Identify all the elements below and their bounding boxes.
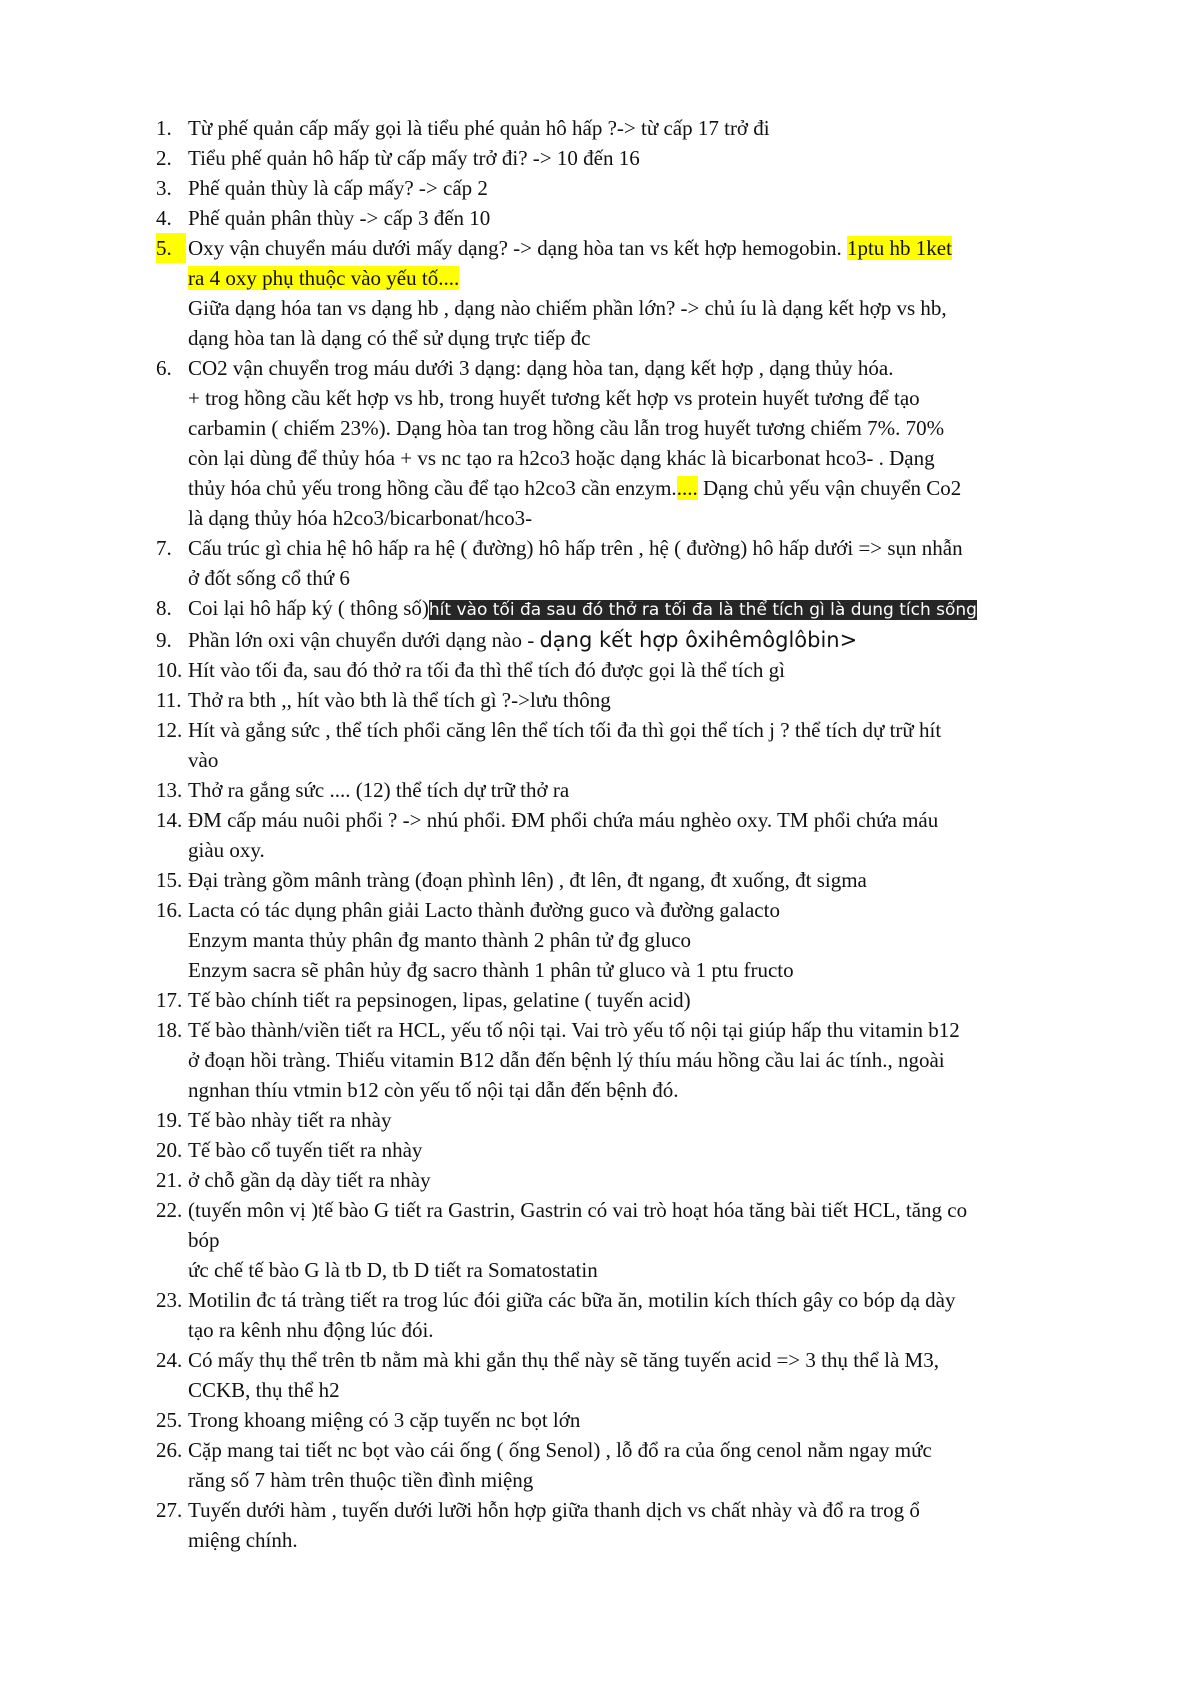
item-number: 25. xyxy=(156,1408,183,1432)
list-item xyxy=(156,1135,1096,1165)
list-item xyxy=(156,1195,1096,1285)
list-item xyxy=(156,1435,1096,1495)
list-item xyxy=(156,143,1096,173)
list-item xyxy=(156,895,1096,985)
item-text: Oxy vận chuyển máu dưới mấy dạng? -> dạng hòa tan vs kết hợp hemogobin. xyxy=(188,236,842,260)
item-text: Từ phế quản cấp mấy gọi là tiểu phé quản hô hấp ?-> từ cấp 17 trở đi xyxy=(188,116,770,140)
item-number: 17. xyxy=(156,988,183,1012)
item-text: Tuyến dưới hàm , tuyến dưới lưỡi hỗn hợp giữa thanh dịch vs chất nhày và đổ ra trog ổ xyxy=(188,1498,920,1522)
list-item xyxy=(156,233,1096,353)
item-number: 12. xyxy=(156,718,183,742)
item-text: ĐM cấp máu nuôi phổi ? -> nhú phổi. ĐM phổi chứa máu nghèo oxy. TM phổi chứa máu xyxy=(188,808,939,832)
item-text: Giữa dạng hóa tan vs dạng hb , dạng nào chiếm phần lớn? -> chủ íu là dạng kết hợp vs hb, xyxy=(188,296,947,320)
item-text: + trog hồng cầu kết hợp vs hb, trong huyết tương kết hợp vs protein huyết tương để tạo xyxy=(188,386,920,410)
item-text: miệng chính. xyxy=(188,1528,298,1552)
list-item xyxy=(156,113,1096,143)
item-number: 14. xyxy=(156,808,183,832)
item-number: 27. xyxy=(156,1498,183,1522)
list-item xyxy=(156,203,1096,233)
item-text: ngnhan thíu vtmin b12 còn yếu tố nội tại dẫn đến bệnh đó. xyxy=(188,1078,679,1102)
list-item xyxy=(156,865,1096,895)
item-number: 3. xyxy=(156,176,172,200)
item-number: 23. xyxy=(156,1288,183,1312)
item-number: 22. xyxy=(156,1198,183,1222)
list-item xyxy=(156,805,1096,865)
list-item xyxy=(156,533,1096,593)
item-number: 15. xyxy=(156,868,183,892)
item-text: Enzym manta thủy phân đg manto thành 2 phân tử đg gluco xyxy=(188,928,692,952)
item-text: Trong khoang miệng có 3 cặp tuyến nc bọt lớn xyxy=(188,1408,581,1432)
item-text: dạng hòa tan là dạng có thể sử dụng trực tiếp đc xyxy=(188,326,591,350)
item-text: giàu oxy. xyxy=(188,838,265,862)
item-text: Tế bào thành/viền tiết ra HCL, yếu tố nội tại. Vai trò yếu tố nội tại giúp hấp thu vitamin b12 xyxy=(188,1018,960,1042)
item-text: ức chế tế bào G là tb D, tb D tiết ra Somatostatin xyxy=(188,1258,598,1282)
item-number: 6. xyxy=(156,356,172,380)
item-number: 10. xyxy=(156,658,183,682)
list-item xyxy=(156,1105,1096,1135)
list-item xyxy=(156,655,1096,685)
item-text: carbamin ( chiếm 23%). Dạng hòa tan trog hồng cầu lẫn trog huyết tương chiếm 7%. 70% xyxy=(188,416,945,440)
list-item xyxy=(156,1285,1096,1345)
item-number: 13. xyxy=(156,778,183,802)
item-text: Có mấy thụ thể trên tb nằm mà khi gắn thụ thể này sẽ tăng tuyến acid => 3 thụ thể là M3, xyxy=(188,1348,939,1372)
list-item xyxy=(156,985,1096,1015)
list-item xyxy=(156,593,1096,625)
list-item xyxy=(156,1015,1096,1105)
highlighted-text: ra 4 oxy phụ thuộc vào yếu tố.... xyxy=(188,266,460,290)
highlighted-text: .... xyxy=(676,476,698,500)
list-item xyxy=(156,173,1096,203)
item-number: 18. xyxy=(156,1018,183,1042)
list-item xyxy=(156,353,1096,533)
item-text: Coi lại hô hấp ký ( thông số) xyxy=(188,596,429,620)
item-text: Tế bào cổ tuyến tiết ra nhày xyxy=(188,1138,423,1162)
item-text: Enzym sacra sẽ phân hủy đg sacro thành 1 phân tử gluco và 1 ptu fructo xyxy=(188,958,794,982)
item-text: Đại tràng gồm mânh tràng (đoạn phình lên) , đt lên, đt ngang, đt xuống, đt sigma xyxy=(188,868,867,892)
item-text: thủy hóa chủ yếu trong hồng cầu để tạo h2co3 cần enzym. xyxy=(188,476,677,500)
item-text: Tế bào chính tiết ra pepsinogen, lipas, gelatine ( tuyến acid) xyxy=(188,988,691,1012)
item-text: Thở ra bth ,, hít vào bth là thể tích gì ?->lưu thông xyxy=(188,688,611,712)
item-number: 26. xyxy=(156,1438,183,1462)
list-item xyxy=(156,1495,1096,1555)
item-text: ở đốt sống cổ thứ 6 xyxy=(188,566,350,590)
item-text: Tế bào nhày tiết ra nhày xyxy=(188,1108,392,1132)
item-number: 11. xyxy=(156,688,182,712)
item-number: 5. xyxy=(156,233,186,263)
item-text: Phế quản thùy là cấp mấy? -> cấp 2 xyxy=(188,176,488,200)
item-text: Phế quản phân thùy -> cấp 3 đến 10 xyxy=(188,206,491,230)
item-text: Lacta có tác dụng phân giải Lacto thành đường guco và đường galacto xyxy=(188,898,780,922)
item-number: 2. xyxy=(156,146,172,170)
item-text: tạo ra kênh nhu động lúc đói. xyxy=(188,1318,434,1342)
list-item xyxy=(156,1165,1096,1195)
item-number: 4. xyxy=(156,206,172,230)
item-number: 8. xyxy=(156,596,172,620)
highlighted-text: 1ptu hb 1ket xyxy=(846,236,952,260)
item-number: 1. xyxy=(156,116,172,140)
item-text: là dạng thủy hóa h2co3/bicarbonat/hco3- xyxy=(188,506,533,530)
item-text: Cấu trúc gì chia hệ hô hấp ra hệ ( đường) hô hấp trên , hệ ( đường) hô hấp dưới => sụn nhẫn xyxy=(188,536,963,560)
item-text: răng số 7 hàm trên thuộc tiền đình miệng xyxy=(188,1468,534,1492)
item-text: còn lại dùng để thủy hóa + vs nc tạo ra h2co3 hoặc dạng khác là bicarbonat hco3- . Dạng xyxy=(188,446,935,470)
item-number: 24. xyxy=(156,1348,183,1372)
item-number: 21. xyxy=(156,1168,183,1192)
item-text: ở chỗ gần dạ dày tiết ra nhày xyxy=(188,1168,431,1192)
item-text: Thở ra gắng sức .... (12) thể tích dự trữ thở ra xyxy=(188,778,570,802)
item-number: 7. xyxy=(156,536,172,560)
dark-highlighted-text: hít vào tối đa sau đó thở ra tối đa là thể tích gì là dung tích sống xyxy=(428,600,977,620)
item-number: 19. xyxy=(156,1108,183,1132)
item-text: Tiểu phế quản hô hấp từ cấp mấy trở đi? -> 10 đến 16 xyxy=(188,146,640,170)
item-text: Dạng chủ yếu vận chuyển Co2 xyxy=(697,476,962,500)
item-number: 9. xyxy=(156,628,172,652)
item-text: vào xyxy=(188,748,219,772)
item-text-sans: dạng kết hợp ôxihêmôglôbin> xyxy=(539,628,858,652)
item-number: 16. xyxy=(156,898,183,922)
item-text: Cặp mang tai tiết nc bọt vào cái ống ( ống Senol) , lỗ đổ ra của ống cenol nằm ngay mức xyxy=(188,1438,932,1462)
item-text: (tuyến môn vị )tế bào G tiết ra Gastrin, Gastrin có vai trò hoạt hóa tăng bài tiết HCL, tăng co xyxy=(188,1198,968,1222)
list-item xyxy=(156,685,1096,715)
item-text: Hít vào tối đa, sau đó thở ra tối đa thì thể tích đó được gọi là thể tích gì xyxy=(188,658,785,682)
item-text: Hít và gắng sức , thể tích phổi căng lên thể tích tối đa thì gọi thể tích j ? thể tích dự trữ hít xyxy=(188,718,942,742)
list-item xyxy=(156,1405,1096,1435)
question-list xyxy=(156,113,1096,1555)
item-text: Motilin đc tá tràng tiết ra trog lúc đói giữa các bữa ăn, motilin kích thích gây co bóp dạ dày xyxy=(188,1288,956,1312)
item-text: bóp xyxy=(188,1228,220,1252)
list-item xyxy=(156,1345,1096,1405)
list-item xyxy=(156,715,1096,775)
item-text: CO2 vận chuyển trog máu dưới 3 dạng: dạng hòa tan, dạng kết hợp , dạng thủy hóa. xyxy=(188,356,894,380)
list-item xyxy=(156,625,1096,655)
item-text: Phần lớn oxi vận chuyển dưới dạng nào - xyxy=(188,628,540,652)
list-item xyxy=(156,775,1096,805)
item-text: CCKB, thụ thể h2 xyxy=(188,1378,340,1402)
item-number: 20. xyxy=(156,1138,183,1162)
item-text: ở đoạn hồi tràng. Thiếu vitamin B12 dẫn đến bệnh lý thíu máu hồng cầu lai ác tính., ngoài xyxy=(188,1048,945,1072)
